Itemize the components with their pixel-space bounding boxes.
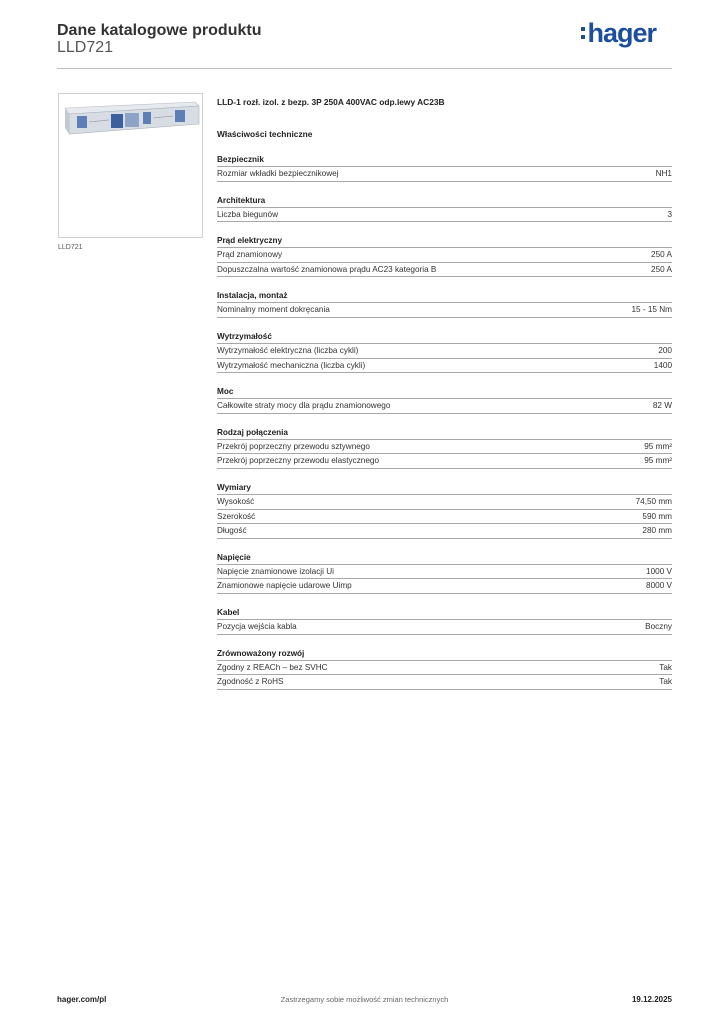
spec-value: 1000 V [646,566,672,576]
section-title: Zrównoważony rozwój [217,648,672,661]
spec-value: 250 A [651,250,672,260]
spec-section [217,195,672,223]
spec-section [217,331,672,373]
footer-date: 19.12.2025 [631,995,672,1004]
spec-row [217,263,672,278]
logo-text: hager [587,18,656,48]
page-footer [57,995,672,1009]
spec-row [217,510,672,525]
section-title: Prąd elektryczny [217,235,672,248]
spec-label: Nominalny moment dokręcania [217,305,330,315]
spec-row [217,454,672,469]
footer-website: hager.com/pl [57,995,107,1004]
spec-sections [217,154,672,690]
section-title: Bezpiecznik [217,154,672,167]
spec-row [217,661,672,676]
spec-label: Wytrzymałość mechaniczna (liczba cykli) [217,360,366,370]
spec-value: 200 [658,345,672,355]
spec-label: Znamionowe napięcie udarowe Uimp [217,581,352,591]
spec-section [217,386,672,414]
properties-heading: Właściwości techniczne [217,129,313,139]
spec-label: Długość [217,526,247,536]
page-header [57,20,672,68]
spec-section [217,552,672,594]
section-title: Napięcie [217,552,672,565]
section-title: Rodzaj połączenia [217,427,672,440]
spec-label: Dopuszczalna wartość znamionowa prądu AC23 kategoria B [217,264,437,274]
spec-row [217,208,672,223]
spec-row [217,524,672,539]
spec-row [217,579,672,594]
product-code: LLD721 [57,39,114,56]
spec-value: NH1 [655,169,672,178]
spec-label: Pozycja wejścia kabla [217,621,297,631]
spec-row [217,167,672,182]
section-title: Wymiary [217,482,672,495]
spec-row [217,675,672,690]
spec-section [217,427,672,469]
spec-value: Tak [659,662,672,672]
spec-section [217,648,672,690]
spec-section [217,607,672,635]
spec-value: Tak [659,677,672,687]
image-caption: LLD721 [58,244,83,251]
spec-section [217,482,672,539]
spec-content [217,96,672,690]
spec-row [217,620,672,635]
spec-value: 1400 [653,360,672,370]
footer-disclaimer: Zastrzegamy sobie możliwość zmian technicznych [280,995,449,1004]
spec-value: 82 W [652,401,672,411]
section-title: Architektura [217,195,672,208]
spec-label: Całkowite straty mocy dla prądu znamionowego [217,401,391,411]
spec-row [217,248,672,263]
spec-label: Przekrój poprzeczny przewodu sztywnego [217,441,370,451]
spec-row [217,303,672,318]
product-image [58,93,203,238]
spec-row [217,440,672,455]
spec-value: 590 mm [642,511,672,521]
hager-logo [581,20,656,46]
spec-value: Boczny [645,621,672,631]
spec-label: Zgodność z RoHS [217,677,284,687]
spec-value: 95 mm² [644,456,672,466]
spec-label: Liczba biegunów [217,209,278,219]
spec-value: 280 mm [642,526,672,536]
spec-label: Napięcie znamionowe izolacji Ui [217,566,334,576]
spec-label: Przekrój poprzeczny przewodu elastycznego [217,456,380,466]
section-title: Instalacja, montaż [217,290,672,303]
spec-row [217,495,672,510]
spec-value: 250 A [651,264,672,274]
section-title: Moc [217,386,672,399]
section-title: Wytrzymałość [217,331,672,344]
spec-value: 8000 V [646,581,672,591]
spec-label: Zgodny z REACh – bez SVHC [217,662,328,672]
spec-label: Wytrzymałość elektryczna (liczba cykli) [217,345,359,355]
spec-row [217,565,672,580]
spec-label: Wysokość [217,496,255,506]
spec-value: 95 mm² [644,441,672,451]
spec-row [217,344,672,359]
spec-label: Prąd znamionowy [217,250,283,260]
spec-section [217,290,672,318]
spec-value: 15 - 15 Nm [631,305,672,315]
logo-dots-icon [581,25,585,41]
spec-section [217,235,672,277]
spec-section [217,154,672,182]
header-divider [57,68,672,69]
spec-row [217,399,672,414]
section-title: Kabel [217,607,672,620]
spec-label: Szerokość [217,511,256,521]
page-title: Dane katalogowe produktu [57,22,262,39]
spec-label: Rozmiar wkładki bezpiecznikowej [217,169,339,178]
spec-value: 74,50 mm [635,496,672,506]
product-description: LLD-1 rozł. izol. z bezp. 3P 250A 400VAC odp.lewy AC23B [217,97,445,107]
spec-value: 3 [667,209,672,219]
spec-row [217,359,672,374]
